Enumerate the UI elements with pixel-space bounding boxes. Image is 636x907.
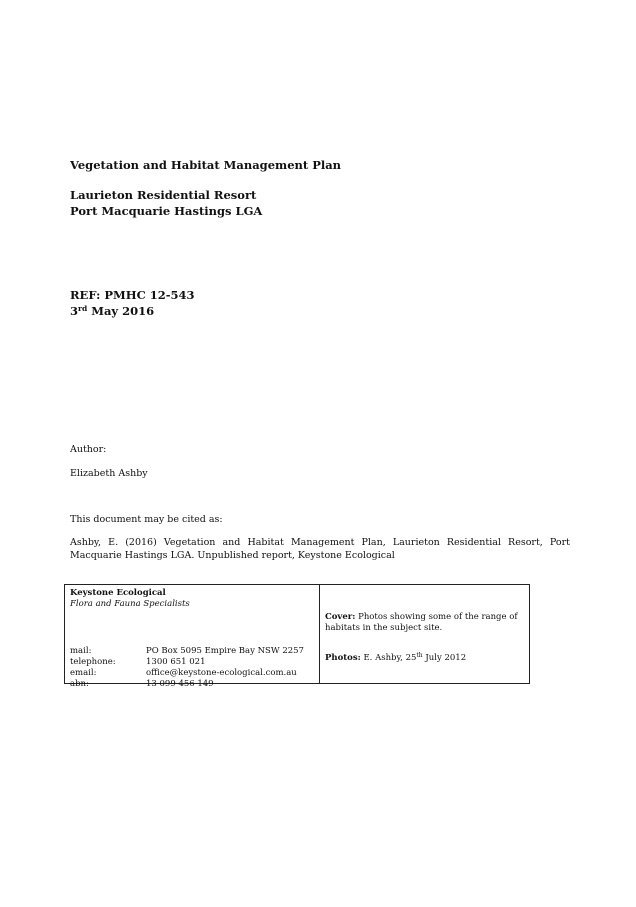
reference-number: REF: PMHC 12-543 (70, 288, 195, 302)
title-block (70, 157, 341, 219)
citation-text: Ashby, E. (2016) Vegetation and Habitat Management Plan, Laurieton Residential Resort, Port Macquarie Hastings LGA. Unpublished report, Keystone Ecological (70, 537, 570, 561)
cover-caption (325, 612, 525, 634)
document-title: Vegetation and Habitat Management Plan (70, 158, 342, 172)
info-table (64, 584, 530, 689)
document-date (70, 303, 195, 319)
contact-details (70, 646, 315, 690)
organisation-cell (70, 588, 315, 689)
cover-text: Photos showing some of the range of habitats in the subject site. (325, 612, 518, 633)
contact-value: PO Box 5095 Empire Bay NSW 2257 (146, 646, 304, 656)
date-day: 3 (70, 304, 79, 318)
photos-label: Photos: (325, 653, 361, 663)
cover-info-cell (325, 588, 525, 682)
contact-row-telephone (70, 657, 315, 668)
contact-value: 1300 651 021 (146, 657, 206, 667)
contact-row-email (70, 668, 315, 679)
contact-value: 13 099 456 149 (146, 679, 214, 689)
project-name: Laurieton Residential Resort (70, 188, 257, 202)
citation-label: This document may be cited as: (70, 514, 223, 525)
cover-label: Cover: (325, 612, 356, 622)
photos-date-rest: July 2012 (422, 653, 467, 663)
reference-block (70, 287, 195, 319)
lga-name: Port Macquarie Hastings LGA (70, 204, 263, 218)
contact-row-abn (70, 679, 315, 690)
table-divider (319, 585, 320, 683)
contact-row-mail (70, 646, 315, 657)
organisation-name: Keystone Ecological (70, 588, 166, 598)
photo-credit (325, 653, 525, 664)
date-suffix: rd (78, 304, 88, 313)
organisation-tagline: Flora and Fauna Specialists (70, 599, 190, 609)
contact-label: telephone: (70, 657, 116, 667)
contact-label: mail: (70, 646, 92, 656)
contact-label: abn: (70, 679, 89, 689)
photos-text: E. Ashby, 25 (360, 653, 417, 663)
date-month-year: May 2016 (87, 304, 155, 318)
contact-value: office@keystone-ecological.com.au (146, 668, 297, 678)
author-label: Author: (70, 444, 107, 455)
contact-label: email: (70, 668, 97, 678)
photos-date-suffix: th (416, 652, 423, 659)
author-name: Elizabeth Ashby (70, 468, 148, 479)
